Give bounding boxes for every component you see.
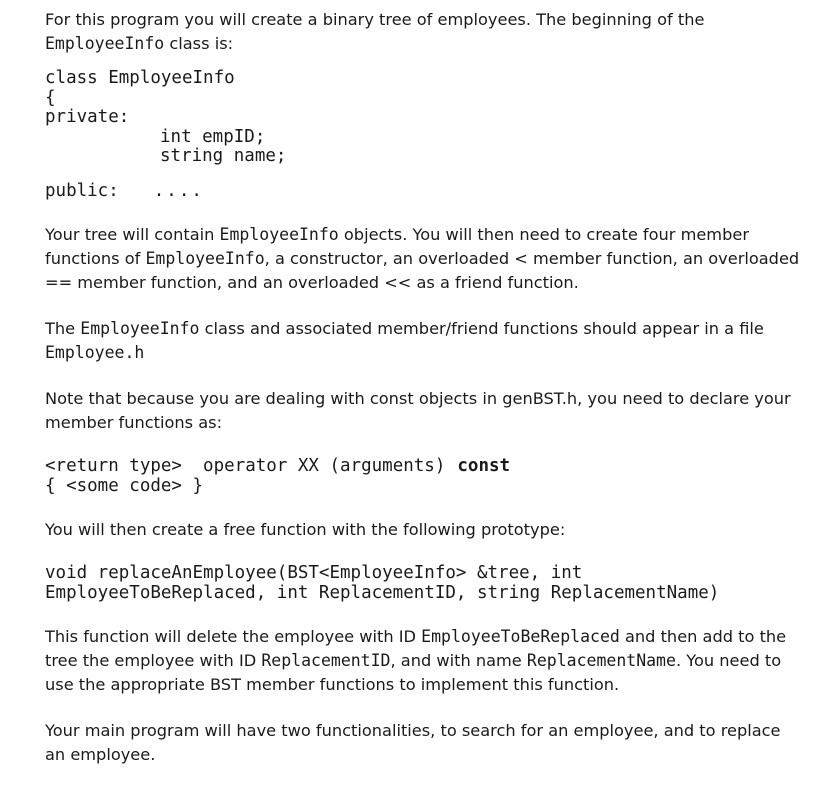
main-program-paragraph: Your main program will have two functionalities, to search for an employee, and to replace an employee.	[45, 721, 781, 764]
class-declaration-code	[45, 69, 805, 201]
public-label: public:	[45, 180, 119, 201]
private-label: private:	[45, 107, 130, 127]
operator-signature-code	[45, 457, 805, 496]
file-name-code: Employee.h	[45, 343, 145, 362]
const-paragraph: Note that because you are dealing with const objects in genBST.h, you need to declare your member functions as:	[45, 389, 791, 432]
return-type: <return type>	[45, 456, 182, 476]
document-page	[45, 8, 805, 767]
class-name-code: EmployeeInfo	[80, 319, 200, 338]
param-code: ReplacementName	[526, 651, 676, 670]
free-function-paragraph: You will then create a free function with the following prototype:	[45, 520, 566, 539]
delete-paragraph: This function will delete the employee with ID EmployeeToBeReplaced and then add to the tree the employee with ID ReplacementID, and with name ReplacementName. You need to use the appropriate BST member functions to implement this function.	[45, 627, 787, 694]
param-code: ReplacementID	[261, 651, 391, 670]
member-name: string name;	[160, 146, 287, 166]
member-empid: int empID;	[160, 126, 266, 147]
open-brace: {	[45, 87, 56, 108]
class-line: class EmployeeInfo	[45, 68, 235, 88]
tree-paragraph: Your tree will contain EmployeeInfo objects. You will then need to create four member functions of EmployeeInfo, a constructor, an overloaded < member function, an overloaded == member function, and an overloaded << as a friend function.	[45, 225, 800, 292]
param-code: EmployeeToBeReplaced	[421, 627, 620, 646]
operator-decl: operator XX (arguments)	[203, 456, 446, 476]
class-name-code: EmployeeInfo	[45, 34, 165, 53]
intro-paragraph: For this program you will create a binary tree of employees. The beginning of the EmployeeInfo class is:	[45, 10, 705, 53]
class-name-code: EmployeeInfo	[145, 249, 265, 268]
file-paragraph: The EmployeeInfo class and associated member/friend functions should appear in a file Employee.h	[45, 319, 764, 362]
public-line	[45, 182, 805, 202]
prototype-code	[45, 564, 805, 603]
prototype-line-1: void replaceAnEmployee(BST<EmployeeInfo> &tree, int	[45, 563, 583, 583]
operator-body: { <some code> }	[45, 475, 204, 496]
class-name-code: EmployeeInfo	[219, 225, 339, 244]
const-keyword: const	[457, 456, 511, 476]
public-ellipsis: ....	[153, 180, 204, 201]
prototype-line-2: EmployeeToBeReplaced, int ReplacementID, string ReplacementName)	[45, 582, 720, 603]
